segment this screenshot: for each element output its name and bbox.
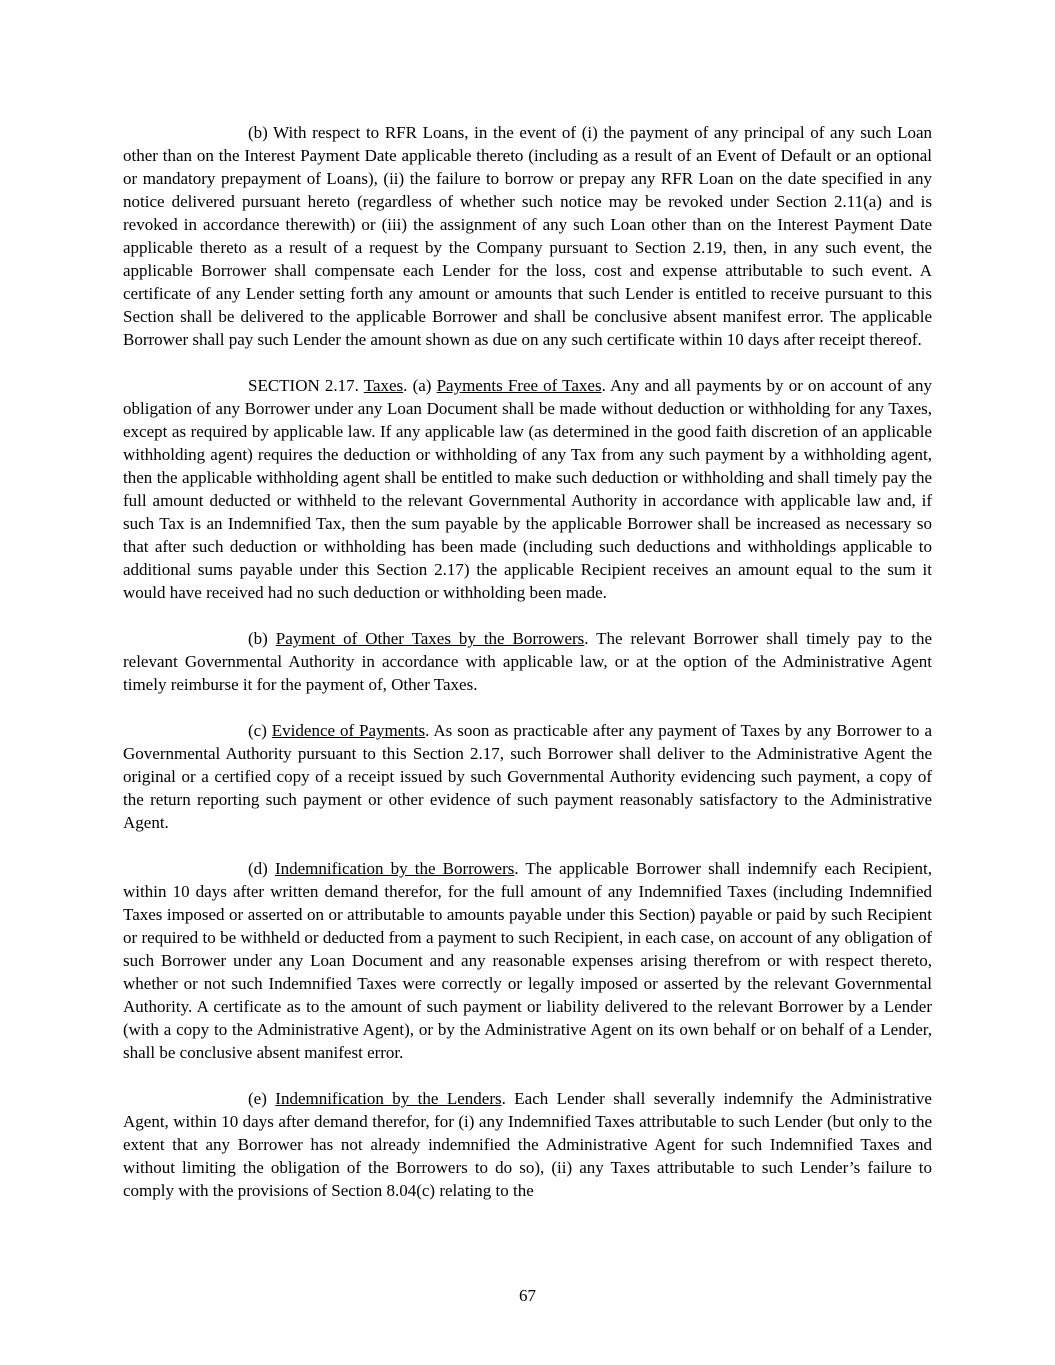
text-run: . The relevant Borrower shall timely pay to the relevant Governmental Authority in accordance with applicable law, or at the option of the Administrative Agent timely reimburse it for the payment of, Other Taxes. (123, 629, 932, 694)
paragraph-indemnification-by-lenders (123, 1087, 932, 1202)
paragraph-rfr-loans-compensation (123, 121, 932, 351)
text-run: SECTION 2.17. (248, 376, 364, 395)
text-run: (d) (248, 859, 275, 878)
document-content (123, 121, 932, 1202)
text-run: . The applicable Borrower shall indemnify each Recipient, within 10 days after written demand therefor, for the full amount of any Indemnified Taxes (including Indemnified Taxes imposed or asserted on or attributable to amounts payable under this Section) payable or paid by such Recipient or required to be withheld or deducted from a payment to such Recipient, in each case, on account of any obligation of such Borrower under any Loan Document and any reasonable expenses arising therefrom or with respect thereto, whether or not such Indemnified Taxes were correctly or legally imposed or asserted by the relevant Governmental Authority. A certificate as to the amount of such payment or liability delivered to the relevant Borrower by a Lender (with a copy to the Administrative Agent), or by the Administrative Agent on its own behalf or on behalf of a Lender, shall be conclusive absent manifest error. (123, 859, 933, 1062)
text-run: (b) With respect to RFR Loans, in the event of (i) the payment of any principal of any such Loan other than on the Interest Payment Date applicable thereto (including as a result of an Event of Default or an optional or mandatory prepayment of Loans), (ii) the failure to borrow or prepay any RFR Loan on the date specified in any notice delivered pursuant hereto (regardless of whether such notice may be revoked under Section 2.11(a) and is revoked in accordance therewith) or (iii) the assignment of any such Loan other than on the Interest Payment Date applicable thereto as a result of a request by the Company pursuant to Section 2.19, then, in any such event, the applicable Borrower shall compensate each Lender for the loss, cost and expense attributable to such event. A certificate of any Lender setting forth any amount or amounts that such Lender is entitled to receive pursuant to this Section shall be delivered to the applicable Borrower and shall be conclusive absent manifest error. The applicable Borrower shall pay such Lender the amount shown as due on any such certificate within 10 days after receipt thereof. (123, 123, 932, 349)
text-run: . (a) (403, 376, 437, 395)
paragraph-indemnification-by-borrowers (123, 857, 932, 1064)
text-run: (b) (248, 629, 276, 648)
heading-payment-of-other-taxes-underlined: Payment of Other Taxes by the Borrowers (275, 629, 585, 648)
heading-evidence-of-payments-underlined: Evidence of Payments (271, 721, 426, 740)
text-run: . Each Lender shall severally indemnify the Administrative Agent, within 10 days after demand therefor, for (i) any Indemnified Taxes attributable to such Lender (but only to the extent that any Borrower has not already indemnified the Administrative Agent for such Indemnified Taxes and without limiting the obligation of the Borrowers to do so), (ii) any Taxes attributable to such Lender’s failure to comply with the provisions of Section 8.04(c) relating to the (123, 1089, 932, 1200)
heading-indemnification-by-borrowers-underlined: Indemnification by the Borrowers (274, 859, 515, 878)
paragraph-payment-of-other-taxes (123, 627, 932, 696)
heading-indemnification-by-lenders-underlined: Indemnification by the Lenders (275, 1089, 502, 1108)
page-number: 67 (519, 1286, 536, 1305)
paragraph-section-2-17-taxes (123, 374, 932, 604)
text-run: . Any and all payments by or on account of any obligation of any Borrower under any Loan Document shall be made without deduction or withholding for any Taxes, except as required by applicable law. If any applicable law (as determined in the good faith discretion of an applicable withholding agent) requires the deduction or withholding of any Tax from any such payment by a withholding agent, then the applicable withholding agent shall be entitled to make such deduction or withholding and shall timely pay the full amount deducted or withheld to the relevant Governmental Authority in accordance with applicable law and, if such Tax is an Indemnified Tax, then the sum payable by the applicable Borrower shall be increased as necessary so that after such deduction or withholding has been made (including such deductions and withholdings applicable to additional sums payable under this Section 2.17) the applicable Recipient receives an amount equal to the sum it would have received had no such deduction or withholding been made. (123, 376, 932, 602)
heading-taxes-underlined: Taxes (363, 376, 404, 395)
text-run: (c) (248, 721, 272, 740)
text-run: (e) (248, 1089, 276, 1108)
paragraph-evidence-of-payments (123, 719, 932, 834)
text-run: . As soon as practicable after any payment of Taxes by any Borrower to a Governmental Authority pursuant to this Section 2.17, such Borrower shall deliver to the Administrative Agent the original or a certified copy of a receipt issued by such Governmental Authority evidencing such payment, a copy of the return reporting such payment or other evidence of such payment reasonably satisfactory to the Administrative Agent. (123, 721, 932, 832)
heading-payments-free-of-taxes-underlined: Payments Free of Taxes (436, 376, 602, 395)
